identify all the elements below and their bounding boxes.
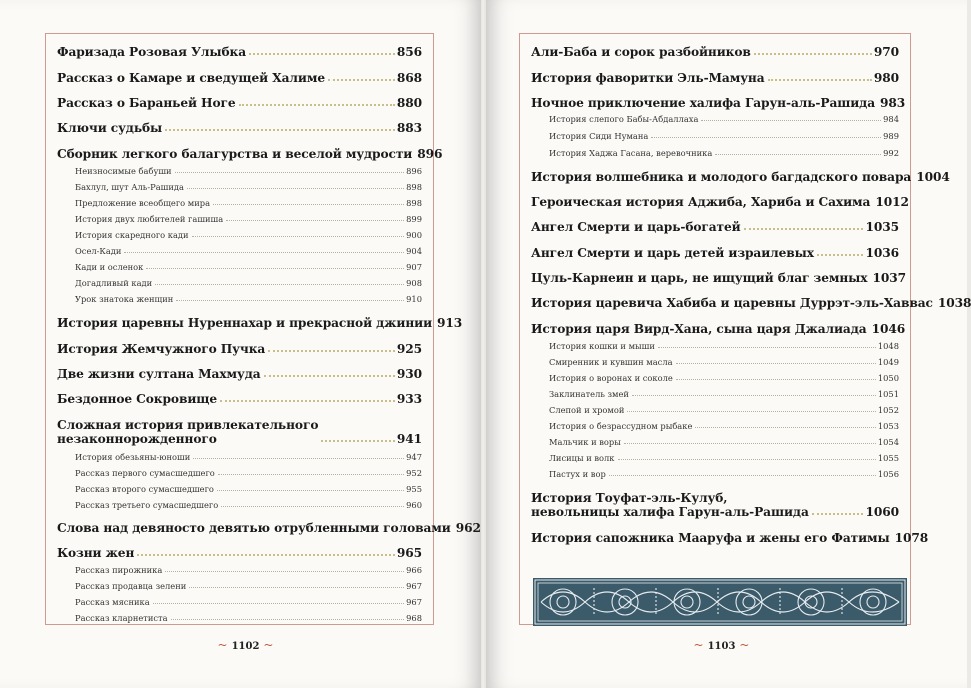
toc-subentry[interactable]: Рассказ мясника 967 (75, 597, 422, 607)
toc-subentry[interactable]: История кошки и мыши 1048 (549, 341, 899, 351)
toc-entry[interactable]: Героическая история Аджиба, Хариба и Сахима 1012 (531, 195, 909, 209)
folio-ornament-icon: ~ (263, 638, 274, 652)
toc-subentry[interactable]: Слепой и хромой 1052 (549, 405, 899, 415)
toc-subentry[interactable]: История обезьяны-юноши 947 (75, 452, 422, 462)
toc-entry[interactable]: Ночное приключение халифа Гарун-аль-Рашида 983 (531, 96, 906, 110)
toc-subentry[interactable]: Рассказ второго сумасшедшего 955 (75, 484, 422, 494)
toc-entry-two-line[interactable]: Сложная история привлекательного незаконнорожденного 941 (57, 418, 422, 446)
toc-subentry[interactable]: Рассказ третьего сумасшедшего 960 (75, 500, 422, 510)
toc-entry[interactable]: Две жизни султана Махмуда 930 (57, 367, 422, 381)
toc-entry[interactable]: Ключи судьбы 883 (57, 121, 422, 135)
toc-entry[interactable]: Ангел Смерти и царь-богатей 1035 (531, 220, 899, 234)
toc-entry[interactable]: История царевны Нуреннахар и прекрасной джинии 913 (57, 316, 463, 330)
toc-entry[interactable]: История сапожника Мааруфа и жены его Фатимы 1078 (531, 531, 929, 545)
toc-entry[interactable]: Али-Баба и сорок разбойников 970 (531, 45, 899, 59)
toc-entry[interactable]: Ангел Смерти и царь детей израилевых 1036 (531, 246, 899, 260)
toc-entry[interactable]: Рассказ о Бараньей Ноге 880 (57, 96, 422, 110)
toc-entry-two-line[interactable]: История Тоуфат-эль-Кулуб, невольницы халифа Гарун-аль-Рашида 1060 (531, 491, 899, 519)
toc-entry[interactable]: Козни жен 965 (57, 546, 422, 560)
toc-subentry[interactable]: Рассказ пирожника 966 (75, 565, 422, 575)
toc-subentry[interactable]: История Сиди Нумана 989 (549, 131, 899, 141)
toc-entry[interactable]: Цуль-Карнеин и царь, не ищущий благ земных 1037 (531, 271, 906, 285)
toc-subentry[interactable]: Неизносимые бабуши 896 (75, 166, 422, 176)
toc-entry[interactable]: История Жемчужного Пучка 925 (57, 342, 422, 356)
folio-ornament-icon: ~ (739, 638, 750, 652)
toc-entry[interactable]: История царя Вирд-Хана, сына царя Джалиада 1046 (531, 322, 906, 336)
toc-subentry[interactable]: Рассказ продавца зелени 967 (75, 581, 422, 591)
left-page-frame (45, 33, 481, 625)
toc-subentry[interactable]: Мальчик и воры 1054 (549, 437, 899, 447)
toc-subentry[interactable]: Осел-Кади 904 (75, 246, 422, 256)
left-page-number: ~ 1102 ~ (217, 638, 274, 652)
toc-entry[interactable]: Бездонное Сокровище 933 (57, 392, 422, 406)
toc-subentry[interactable]: Бахлул, шут Аль-Рашида 898 (75, 182, 422, 192)
toc-subentry[interactable]: Пастух и вор 1056 (549, 469, 899, 479)
toc-subentry[interactable]: История слепого Бабы-Абдаллаха 984 (549, 114, 899, 124)
toc-entry[interactable]: Фаризада Розовая Улыбка 856 (57, 45, 422, 59)
arabesque-ornament-panel (533, 578, 907, 626)
right-page-number: ~ 1103 ~ (693, 638, 750, 652)
toc-subentry[interactable]: История Хаджа Гасана, веревочника 992 (549, 148, 899, 158)
toc-subentry[interactable]: История о безрассудном рыбаке 1053 (549, 421, 899, 431)
toc-entry[interactable]: История царевича Хабиба и царевны Дуррэт-эль-Хаввас 1038 (531, 296, 971, 310)
toc-entry[interactable]: История фаворитки Эль-Мамуна 980 (531, 71, 899, 85)
toc-subentry[interactable]: История двух любителей гашиша 899 (75, 214, 422, 224)
toc-subentry[interactable]: История о воронах и соколе 1050 (549, 373, 899, 383)
folio-ornament-icon: ~ (693, 638, 704, 652)
toc-subentry[interactable]: Заклинатель змей 1051 (549, 389, 899, 399)
toc-subentry[interactable]: Смиренник и кувшин масла 1049 (549, 357, 899, 367)
toc-subentry[interactable]: Рассказ первого сумасшедшего 952 (75, 468, 422, 478)
toc-subentry[interactable]: Лисицы и волк 1055 (549, 453, 899, 463)
toc-subentry[interactable]: История скаредного кади 900 (75, 230, 422, 240)
toc-subentry[interactable]: Предложение всеобщего мира 898 (75, 198, 422, 208)
toc-subentry[interactable]: Догадливый кади 908 (75, 278, 422, 288)
toc-subentry[interactable]: Урок знатока женщин 910 (75, 294, 422, 304)
toc-entry[interactable]: Рассказ о Камаре и сведущей Халиме 868 (57, 71, 422, 85)
right-page (486, 0, 971, 688)
toc-subentry[interactable]: Рассказ кларнетиста 968 (75, 613, 422, 623)
right-page-frame (519, 33, 971, 625)
left-page (0, 0, 481, 688)
folio-ornament-icon: ~ (217, 638, 228, 652)
toc-entry[interactable]: История волшебника и молодого багдадского повара 1004 (531, 170, 950, 184)
toc-entry[interactable]: Слова над девяносто девятью отрубленными головами 962 (57, 521, 481, 535)
toc-entry[interactable]: Сборник легкого балагурства и веселой мудрости 896 (57, 147, 443, 161)
toc-subentry[interactable]: Кади и осленок 907 (75, 262, 422, 272)
